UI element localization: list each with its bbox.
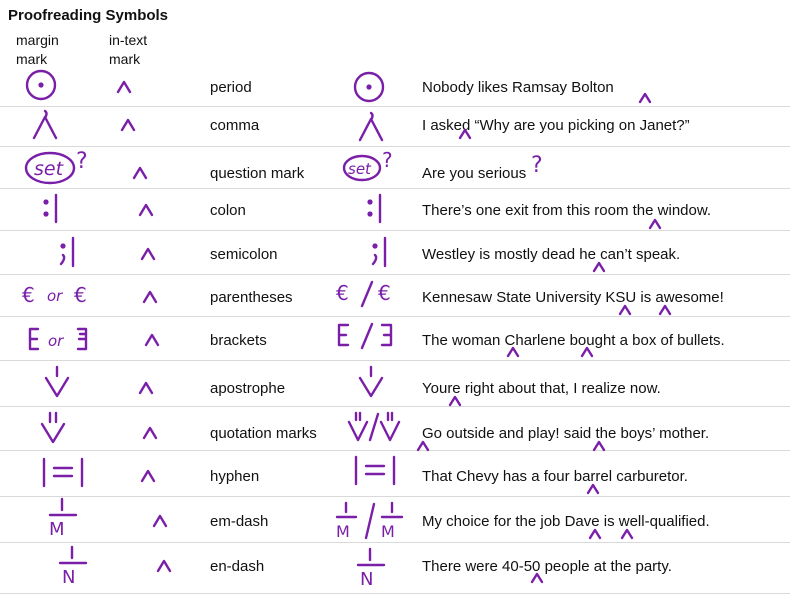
caret-icon xyxy=(120,118,136,132)
parentheses-icon xyxy=(336,278,406,308)
caret-icon xyxy=(140,247,156,261)
row-divider xyxy=(0,230,790,231)
example-sentence: There were 40-50 people at the party. xyxy=(422,558,672,575)
insert-caret-icon xyxy=(618,304,632,316)
caret-icon xyxy=(142,290,158,304)
comma-caret-icon xyxy=(30,108,60,142)
svg-text:N: N xyxy=(360,569,374,590)
row-divider xyxy=(0,360,790,361)
insert-caret-icon xyxy=(620,528,634,540)
margin-mark-header: margin mark xyxy=(16,32,59,67)
row-divider xyxy=(0,496,790,497)
parentheses-icon xyxy=(22,280,102,310)
insert-caret-icon xyxy=(586,483,600,495)
caret-icon xyxy=(116,80,132,94)
brackets-icon xyxy=(26,324,116,354)
insert-caret-icon xyxy=(506,346,520,358)
insert-caret-icon xyxy=(530,572,544,584)
question-mark-insert-icon xyxy=(530,152,548,176)
row-divider xyxy=(0,316,790,317)
row-divider xyxy=(0,542,790,543)
svg-text:M: M xyxy=(49,519,65,540)
symbol-name: hyphen xyxy=(210,468,260,485)
em-dash-fraction-icon xyxy=(334,500,414,542)
hyphen-bars-icon xyxy=(350,454,400,488)
caret-icon xyxy=(144,333,160,347)
example-sentence: Are you serious xyxy=(422,165,527,182)
svg-text:€: € xyxy=(22,283,35,307)
example-sentence: Westley is mostly dead he can’t speak. xyxy=(422,246,681,263)
insert-caret-icon xyxy=(416,440,430,452)
svg-text:?: ? xyxy=(382,148,393,172)
apostrophe-caret-icon xyxy=(42,364,72,400)
symbol-name: question mark xyxy=(210,165,305,182)
insert-caret-icon xyxy=(658,304,672,316)
svg-text:set: set xyxy=(34,158,64,180)
caret-icon xyxy=(156,559,172,573)
symbol-name: period xyxy=(210,79,252,96)
insert-caret-icon xyxy=(458,128,472,140)
symbol-name: brackets xyxy=(210,332,267,349)
row-divider xyxy=(0,406,790,407)
caret-icon xyxy=(132,166,148,180)
example-sentence: My choice for the job Dave is well-qualified. xyxy=(422,513,710,530)
insert-caret-icon xyxy=(592,261,606,273)
em-dash-fraction-icon xyxy=(44,496,84,538)
colon-bar-icon xyxy=(362,192,392,226)
colon-bar-icon xyxy=(38,192,68,226)
example-sentence: Youre right about that, I realize now. xyxy=(422,380,661,397)
circled-dot-icon xyxy=(352,70,386,104)
comma-caret-icon xyxy=(356,110,386,144)
circled-set-question-icon xyxy=(342,150,402,184)
insert-caret-icon xyxy=(588,528,602,540)
insert-caret-icon xyxy=(448,395,462,407)
symbol-name: colon xyxy=(210,202,246,219)
caret-icon xyxy=(142,426,158,440)
brackets-icon xyxy=(334,320,410,350)
table-row xyxy=(0,362,790,407)
example-sentence: I asked “Why are you picking on Janet?” xyxy=(422,117,690,134)
svg-text:or: or xyxy=(48,332,64,350)
symbol-name: quotation marks xyxy=(210,425,317,442)
intext-mark-header: in-text mark xyxy=(109,32,148,67)
symbol-name: parentheses xyxy=(210,289,293,306)
en-dash-fraction-icon xyxy=(54,544,94,586)
svg-text:M: M xyxy=(381,522,395,541)
insert-caret-icon xyxy=(638,92,652,104)
symbol-name: en-dash xyxy=(210,558,265,575)
svg-text:€: € xyxy=(378,281,391,305)
svg-text:M: M xyxy=(336,522,350,541)
svg-text:?: ? xyxy=(76,149,88,174)
svg-text:€: € xyxy=(336,281,349,305)
symbol-name: semicolon xyxy=(210,246,278,263)
caret-icon xyxy=(138,203,154,217)
hyphen-bars-icon xyxy=(38,456,88,490)
svg-text:or: or xyxy=(47,287,63,305)
symbol-name: em-dash xyxy=(210,513,269,530)
svg-text:€: € xyxy=(74,283,87,307)
row-divider xyxy=(0,274,790,275)
semicolon-bar-icon xyxy=(366,234,396,270)
example-sentence: Kennesaw State University KSU is awesome! xyxy=(422,289,724,306)
example-sentence: Nobody likes Ramsay Bolton xyxy=(422,79,614,96)
row-divider xyxy=(0,106,790,107)
apostrophe-caret-icon xyxy=(356,364,386,400)
circled-set-question-icon xyxy=(24,146,94,186)
svg-text:?: ? xyxy=(531,153,543,178)
row-divider xyxy=(0,146,790,147)
caret-icon xyxy=(140,469,156,483)
page-title: Proofreading Symbols xyxy=(8,7,169,24)
caret-icon xyxy=(138,381,154,395)
caret-icon xyxy=(152,514,168,528)
symbol-name: apostrophe xyxy=(210,380,286,397)
example-sentence: That Chevy has a four barrel carburetor. xyxy=(422,468,688,485)
insert-caret-icon xyxy=(580,346,594,358)
example-sentence: There’s one exit from this room the window. xyxy=(422,202,712,219)
svg-text:N: N xyxy=(62,567,76,588)
quotation-caret-icon xyxy=(38,410,68,446)
row-divider xyxy=(0,593,790,594)
insert-caret-icon xyxy=(592,440,606,452)
circled-dot-icon xyxy=(24,68,58,102)
example-sentence: The woman Charlene bought a box of bullets. xyxy=(422,332,725,349)
symbol-name: comma xyxy=(210,117,260,134)
svg-text:set: set xyxy=(348,160,371,178)
quotation-caret-icon xyxy=(346,410,406,444)
example-sentence: Go outside and play! said the boys’ mother. xyxy=(422,425,710,442)
semicolon-bar-icon xyxy=(54,234,84,270)
row-divider xyxy=(0,450,790,451)
insert-caret-icon xyxy=(648,218,662,230)
en-dash-fraction-icon xyxy=(352,546,392,588)
row-divider xyxy=(0,188,790,189)
